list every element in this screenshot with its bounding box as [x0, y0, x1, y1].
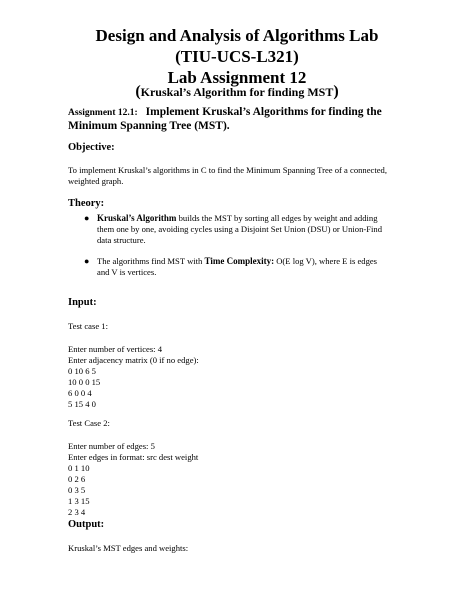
- test-case-2-line: 0 2 6: [68, 474, 86, 484]
- test-case-2-line: Enter number of edges: 5: [68, 441, 155, 451]
- test-case-1-line: 0 10 6 5: [68, 366, 96, 376]
- subtitle-text: Kruskal’s Algorithm for finding MST: [140, 85, 334, 99]
- doc-title-line-2: (TIU-UCS-L321): [175, 47, 299, 66]
- assignment-label: Assignment 12.1:: [68, 108, 138, 118]
- theory-bullet-2-post: O(E log V), where E is edges: [274, 256, 378, 266]
- test-case-1-label: Test case 1:: [68, 321, 108, 331]
- test-case-1-line: Enter number of vertices: 4: [68, 344, 163, 354]
- test-case-2-line: 1 3 15: [68, 496, 90, 506]
- theory-bullet-2-pre: The algorithms find MST with: [97, 256, 205, 266]
- time-complexity-term: Time Complexity:: [204, 256, 275, 266]
- doc-title-line-3: Lab Assignment 12: [167, 68, 307, 87]
- output-line-1: Kruskal’s MST edges and weights:: [68, 543, 189, 553]
- doc-title-line-1: Design and Analysis of Algorithms Lab: [95, 26, 379, 45]
- kruskal-term: Kruskal’s Algorithm: [97, 213, 177, 223]
- subtitle-open-paren: (: [135, 83, 141, 100]
- test-case-1-line: Enter adjacency matrix (0 if no edge):: [68, 355, 199, 365]
- test-case-2-line: Enter edges in format: src dest weight: [68, 452, 199, 462]
- subtitle-close-paren: ): [333, 83, 339, 100]
- theory-bullet-1-line-3: data structure.: [97, 235, 146, 245]
- test-case-1-line: 10 0 0 15: [68, 377, 101, 387]
- theory-bullet-1-line-1: [97, 213, 378, 224]
- bullet-dot-icon: ●: [84, 256, 90, 266]
- assignment-text-line-1: Implement Kruskal’s Algorithms for finding the: [145, 106, 382, 118]
- assignment-text-line-2: Minimum Spanning Tree (MST).: [68, 120, 230, 132]
- objective-heading: Objective:: [68, 142, 115, 153]
- test-case-2-line: 0 3 5: [68, 485, 86, 495]
- output-heading: Output:: [68, 519, 105, 530]
- test-case-1-line: 5 15 4 0: [68, 399, 96, 409]
- theory-bullet-1-line-2: them one by one, avoiding cycles using a Disjoint Set Union (DSU) or Union-Find: [97, 224, 382, 234]
- test-case-2-label: Test Case 2:: [68, 418, 110, 428]
- objective-line-2: weighted graph.: [68, 176, 124, 186]
- input-heading: Input:: [68, 297, 97, 308]
- test-case-1-line: 6 0 0 4: [68, 388, 92, 398]
- doc-subtitle: [0, 84, 474, 100]
- theory-bullet-2-line-2: and V is vertices.: [97, 267, 157, 277]
- test-case-2-line: 0 1 10: [68, 463, 90, 473]
- test-case-2-line: 2 3 4: [68, 507, 86, 517]
- theory-heading: Theory:: [68, 198, 105, 209]
- bullet-dot-icon: ●: [84, 213, 90, 223]
- theory-bullet-1-rest: builds the MST by sorting all edges by weight and adding: [176, 213, 378, 223]
- objective-line-1: To implement Kruskal’s algorithms in C to find the Minimum Spanning Tree of a connected,: [68, 165, 387, 175]
- theory-bullet-2-line-1: [97, 256, 377, 267]
